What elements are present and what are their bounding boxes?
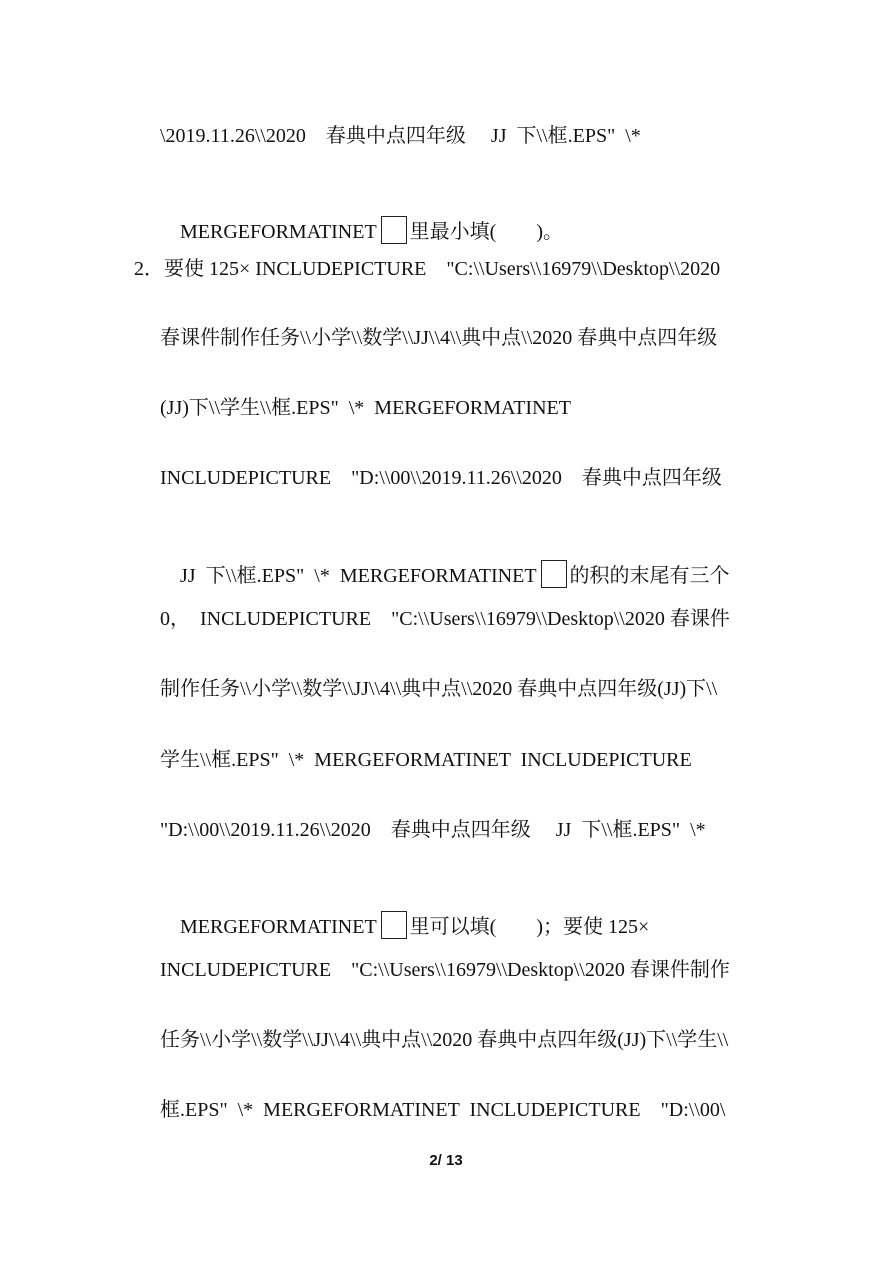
text-line-12 <box>160 887 649 963</box>
text-line-10: 学生\\框.EPS" \* MERGEFORMATINET INCLUDEPICTURE <box>160 749 692 771</box>
text-line-2-suffix: 里最小填( )。 <box>409 221 563 243</box>
page-number: 2/ 13 <box>429 1152 463 1169</box>
answer-box <box>381 216 407 244</box>
text-line-7-suffix: 的积的末尾有三个 <box>569 565 730 587</box>
text-line-7-prefix: JJ 下\\框.EPS" \* MERGEFORMATINET <box>180 565 537 587</box>
text-line-13: INCLUDEPICTURE "C:\\Users\\16979\\Desktop\\2020 春课件制作 <box>160 959 730 981</box>
text-line-9: 制作任务\\小学\\数学\\JJ\\4\\典中点\\2020 春典中点四年级(JJ)下\\ <box>160 678 718 700</box>
text-line-12-prefix: MERGEFORMATINET <box>180 916 377 938</box>
text-line-4: 春课件制作任务\\小学\\数学\\JJ\\4\\典中点\\2020 春典中点四年级 <box>160 327 718 349</box>
text-line-8: 0， INCLUDEPICTURE "C:\\Users\\16979\\Desktop\\2020 春课件 <box>160 608 730 630</box>
answer-box <box>381 911 407 939</box>
text-line-7 <box>160 536 730 612</box>
text-line-12-suffix: 里可以填( )；要使 125× <box>409 916 650 938</box>
question-2-line-1: 2．要使 125× INCLUDEPICTURE "C:\\Users\\16979\\Desktop\\2020 <box>134 258 721 280</box>
text-line-6: INCLUDEPICTURE "D:\\00\\2019.11.26\\2020 春典中点四年级 <box>160 467 722 489</box>
answer-box <box>541 560 567 588</box>
text-line-15: 框.EPS" \* MERGEFORMATINET INCLUDEPICTURE "D:\\00\ <box>160 1099 726 1121</box>
text-line-1: \2019.11.26\\2020 春典中点四年级 JJ 下\\框.EPS" \* <box>160 125 641 147</box>
text-line-2-prefix: MERGEFORMATINET <box>180 221 377 243</box>
text-line-14: 任务\\小学\\数学\\JJ\\4\\典中点\\2020 春典中点四年级(JJ)下\\学生\\ <box>160 1029 729 1051</box>
text-line-11: "D:\\00\\2019.11.26\\2020 春典中点四年级 JJ 下\\框.EPS" \* <box>160 819 706 841</box>
text-line-5: (JJ)下\\学生\\框.EPS" \* MERGEFORMATINET <box>160 397 571 419</box>
